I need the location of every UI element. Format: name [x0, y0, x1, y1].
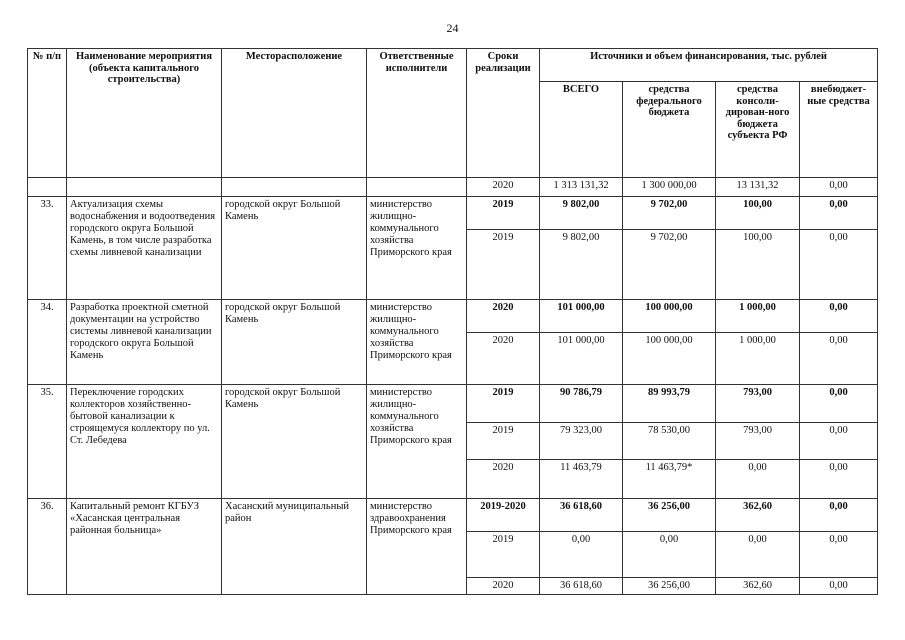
cell-empty	[28, 178, 67, 197]
summary-federal: 89 993,79	[623, 385, 716, 423]
summary-total: 36 618,60	[540, 499, 623, 532]
summary-year: 2019-2020	[467, 499, 540, 532]
cell-total: 0,00	[540, 532, 623, 578]
header-num: № п/п	[28, 49, 67, 178]
summary-offbudget: 0,00	[800, 499, 878, 532]
summary-offbudget: 0,00	[800, 197, 878, 230]
summary-federal: 100 000,00	[623, 300, 716, 333]
item-number: 35.	[28, 385, 67, 499]
summary-total: 90 786,79	[540, 385, 623, 423]
cell-federal: 100 000,00	[623, 333, 716, 385]
cell-year: 2019	[467, 532, 540, 578]
cell-year: 2020	[467, 460, 540, 499]
summary-total: 101 000,00	[540, 300, 623, 333]
header-sources: Источники и объем финансирования, тыс. рублей	[540, 49, 878, 82]
cell-offbudget: 0,00	[800, 460, 878, 499]
cell-year: 2019	[467, 423, 540, 460]
cell-year: 2020	[467, 178, 540, 197]
cell-year: 2020	[467, 333, 540, 385]
summary-offbudget: 0,00	[800, 385, 878, 423]
summary-total: 9 802,00	[540, 197, 623, 230]
cell-consolidated: 100,00	[716, 230, 800, 300]
cell-total: 36 618,60	[540, 578, 623, 595]
item-name: Актуализация схемы водоснабжения и водоотведения городского округа Большой Камень, в том числе разработка схемы ливневой канализации	[67, 197, 222, 300]
header-total: ВСЕГО	[540, 82, 623, 178]
table-row	[28, 499, 878, 532]
item-location: городской округ Большой Камень	[222, 385, 367, 499]
cell-consolidated: 1 000,00	[716, 333, 800, 385]
cell-year: 2019	[467, 230, 540, 300]
item-responsible: министерство жилищно-коммунального хозяйства Приморского края	[367, 385, 467, 499]
cell-total: 101 000,00	[540, 333, 623, 385]
summary-consolidated: 100,00	[716, 197, 800, 230]
table-row	[28, 178, 878, 197]
cell-offbudget: 0,00	[800, 423, 878, 460]
cell-year: 2020	[467, 578, 540, 595]
cell-total: 1 313 131,32	[540, 178, 623, 197]
summary-year: 2019	[467, 385, 540, 423]
cell-offbudget: 0,00	[800, 333, 878, 385]
summary-consolidated: 1 000,00	[716, 300, 800, 333]
cell-empty	[222, 178, 367, 197]
cell-federal: 78 530,00	[623, 423, 716, 460]
item-number: 34.	[28, 300, 67, 385]
cell-offbudget: 0,00	[800, 532, 878, 578]
item-location: Хасанский муниципальный район	[222, 499, 367, 595]
cell-total: 11 463,79	[540, 460, 623, 499]
item-location: городской округ Большой Камень	[222, 197, 367, 300]
header-offbudget: внебюджет-ные средства	[800, 82, 878, 178]
item-name: Капитальный ремонт КГБУЗ «Хасанская центральная районная больница»	[67, 499, 222, 595]
header-responsible: Ответственные исполнители	[367, 49, 467, 178]
cell-consolidated: 362,60	[716, 578, 800, 595]
cell-federal: 36 256,00	[623, 578, 716, 595]
cell-consolidated: 0,00	[716, 460, 800, 499]
cell-federal: 11 463,79*	[623, 460, 716, 499]
summary-federal: 9 702,00	[623, 197, 716, 230]
cell-offbudget: 0,00	[800, 578, 878, 595]
table-row	[28, 197, 878, 230]
cell-offbudget: 0,00	[800, 230, 878, 300]
cell-empty	[367, 178, 467, 197]
header-federal: средства федерального бюджета	[623, 82, 716, 178]
cell-federal: 9 702,00	[623, 230, 716, 300]
item-responsible: министерство жилищно-коммунального хозяйства Приморского края	[367, 300, 467, 385]
cell-offbudget: 0,00	[800, 178, 878, 197]
header-consolidated: средства консоли-дирован-ного бюджета субъекта РФ	[716, 82, 800, 178]
item-responsible: министерство жилищно-коммунального хозяйства Приморского края	[367, 197, 467, 300]
item-responsible: министерство здравоохранения Приморского края	[367, 499, 467, 595]
cell-consolidated: 0,00	[716, 532, 800, 578]
cell-empty	[67, 178, 222, 197]
cell-federal: 0,00	[623, 532, 716, 578]
page-number: 24	[446, 21, 459, 35]
item-number: 33.	[28, 197, 67, 300]
header-location: Месторасположение	[222, 49, 367, 178]
item-name: Переключение городских коллекторов хозяйственно-бытовой канализации к строящемуся коллектору по ул. Ст. Лебедева	[67, 385, 222, 499]
table-row	[28, 385, 878, 423]
item-location: городской округ Большой Камень	[222, 300, 367, 385]
item-number: 36.	[28, 499, 67, 595]
cell-consolidated: 13 131,32	[716, 178, 800, 197]
cell-total: 79 323,00	[540, 423, 623, 460]
summary-federal: 36 256,00	[623, 499, 716, 532]
financing-table	[27, 48, 878, 595]
cell-total: 9 802,00	[540, 230, 623, 300]
header-name: Наименование мероприятия (объекта капитального строительства)	[67, 49, 222, 178]
cell-federal: 1 300 000,00	[623, 178, 716, 197]
summary-consolidated: 362,60	[716, 499, 800, 532]
cell-consolidated: 793,00	[716, 423, 800, 460]
summary-year: 2020	[467, 300, 540, 333]
header-terms: Сроки реализации	[467, 49, 540, 178]
item-name: Разработка проектной сметной документации на устройство системы ливневой канализации городского округа Большой Камень	[67, 300, 222, 385]
summary-year: 2019	[467, 197, 540, 230]
summary-consolidated: 793,00	[716, 385, 800, 423]
table-row	[28, 300, 878, 333]
summary-offbudget: 0,00	[800, 300, 878, 333]
